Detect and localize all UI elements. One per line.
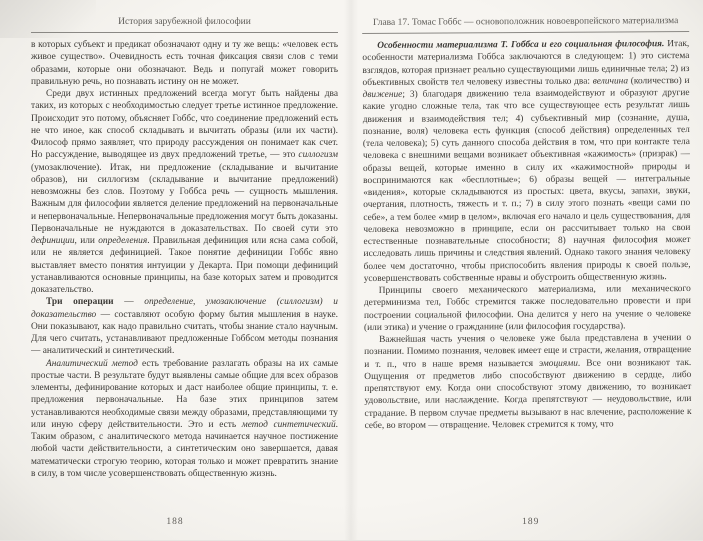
paragraph bbox=[31, 88, 338, 296]
page-number-right: 189 bbox=[522, 516, 540, 528]
text-run: Важнейшая часть учения о человеке уже была представлена в учении о познании. Помимо познания, человек имеет еще и страсти, желания, отвращение и т. п., что в наше время называется bbox=[364, 333, 692, 370]
page-left-body bbox=[31, 39, 338, 497]
text-run: величина bbox=[592, 76, 629, 87]
text-run: движение bbox=[362, 89, 403, 101]
paragraph bbox=[364, 283, 691, 334]
paragraph bbox=[31, 358, 338, 481]
running-head-right: Глава 17. Томас Гоббс — основоположник новоевропейского материализма bbox=[362, 15, 689, 34]
text-run: Принципы своего механического материализма, или механического детерминизма тел, Гоббс стремится также последовательно провести и при построении социальной философии. Она делится у него на учение о человеке (или этика) и учение о гражданине (или философия государства). bbox=[363, 284, 691, 333]
text-run: ; 3) благодаря движению тела взаимодействуют и образуют другие какие угодно сложные тела, так что все существующее есть результат лишь движения и взаимодействия тел; 4) субъективный мир (сознание, душа, познание, воля) человека есть функция (способ действия) определенных тел (тела человека); 5) суть данного способа действия в том, что при контакте тела человека с внешними вещами возникает объективная «кажимость» (призрак) — образы вещей, которые именно в силу их «кажимостной» природы и воспринимаются как «бесплотные»; 6) образы вещей — интегральные «видения», которые складываются из простых: цвета, вкусы, запахи, звуки, очертания, плотность, тяжесть и т. п.; 7) в силу этого познать «вещи сами по себе», а тем более «мир в целом», включая его начало и цель существования, для человека невозможно в принципе, если он рассчитывает только на свои естественные познавательные способности; 8) научная философия может исследовать лишь причины и следствия явлений. Однако такого знания человеку более чем достаточно, чтобы приспособить явления природы к своей пользе, усовершенствовать собственные нравы и обустроить общественную жизнь. bbox=[362, 88, 691, 284]
text-run: (умозаключение). Итак, ни предложение (складывание и вычитание образов), ни силлогизм (складывание и вычитание предложений) невозможны без слов. Поэтому у Гоббса речь — сущность мышления. Важным для философии является деление предложений на первоначальные и непервоначальные. Непервоначальные предложения могут быть доказаны. Первоначальные не нуждаются в доказательствах. По своей сути это bbox=[31, 162, 338, 234]
page-right-body bbox=[362, 38, 692, 498]
text-run: есть требование разлагать образы на их самые простые части. В результате будут выявлены самые общие для всех образов элементы, дефинирование которых и даст наиболее общие принципы, т. е. предложения первоначальные. На базе этих принципов затем устанавливаются необходимые связи между образами, представляющими ту или иную сферу действительности. Это и есть bbox=[31, 358, 338, 430]
page-left bbox=[0, 0, 350, 540]
text-run: определение, умозаключение (силлогизм) и доказательство bbox=[31, 297, 338, 320]
text-run: Среди двух истинных предложений всегда могут быть найдены два таких, из которых с необходимостью следует третье истинное предложение. Происходит это потому, объясняет Гоббс, что соединение предложений есть не что иное, как способ складывать и вычитать образы (или их части). Философ прямо заявляет, что природу рассуждения он понимает как счет. Но рассуждение, выводящее из двух предложений третье, — это bbox=[31, 89, 338, 161]
text-run: определения bbox=[98, 236, 148, 246]
text-run: Три операции bbox=[46, 297, 114, 308]
text-run: . Правильная дефиниция или ясна сама собой, или не является дефиницией. Такое понятие дефиниции Гоббс явно выставляет вместо понятия интуиции у Декарта. При помощи дефиниций устанавливаются основные принципы, на базе которых затем и проводится доказательство. bbox=[31, 236, 338, 295]
text-run: в которых субъект и предикат обозначают одну и ту же вещь: «человек есть живое существо». Очевидность есть точная фиксация связи слов с теми образами, которые они обозначают. Ведь и попугай может говорить правильную речь, но познавать истину он не может. bbox=[31, 40, 338, 87]
text-run: дефиниции bbox=[31, 236, 75, 246]
text-run: — bbox=[113, 297, 145, 308]
paragraph bbox=[362, 38, 690, 285]
page-right bbox=[352, 0, 703, 541]
text-run: Аналитический метод bbox=[46, 358, 138, 369]
text-run: . Все они возникают так. Ощущения от предметов либо способствуют движению в сердце, либо препятствуют ему. Когда они способствуют этому движению, то возникает удовольствие, или наслаждение. Когда препятствуют — неудовольствие, или страдание. В первом случае предметы вызывают в нас влечение, расположение к себе, во втором — отвращение. Человек стремится к тому, что bbox=[364, 357, 692, 431]
text-run: , или bbox=[74, 236, 99, 246]
text-run: Особенности материализма Т. Гоббса и его социальная философия. bbox=[377, 39, 665, 51]
paragraph bbox=[364, 332, 692, 432]
page-number-left: 188 bbox=[166, 517, 184, 527]
text-run: (количество) и bbox=[627, 75, 690, 87]
text-run: Итак, особенности материализма Гоббса заключаются в следующем: 1) это система взглядов, которая признает реально существующими лишь единичные тела; 2) из объективных свойств тел человеку известны только два: bbox=[362, 39, 690, 88]
text-run: метод синтетический bbox=[241, 419, 336, 430]
running-head-left: История зарубежной философии bbox=[31, 16, 338, 33]
text-run: эмоциями bbox=[538, 358, 578, 369]
text-run: силлогизм bbox=[298, 150, 338, 161]
text-run: — составляют особую форму бытия мышления в науке. Они показывают, как надо правильно считать, чтобы знание стало научным. Для чего считать, устанавливают предложенные Гоббсом методы познания — аналитический и синтетический. bbox=[31, 309, 338, 357]
paragraph bbox=[31, 296, 338, 357]
text-run: . Таким образом, с аналитического метода начинается научное постижение любой части действительности, а синтетическим оно завершается, давая математически строгую теорию, которая только и может превратить знание в силу, в том числе усовершенствовать общественную жизнь. bbox=[31, 419, 338, 479]
paragraph bbox=[31, 39, 338, 88]
